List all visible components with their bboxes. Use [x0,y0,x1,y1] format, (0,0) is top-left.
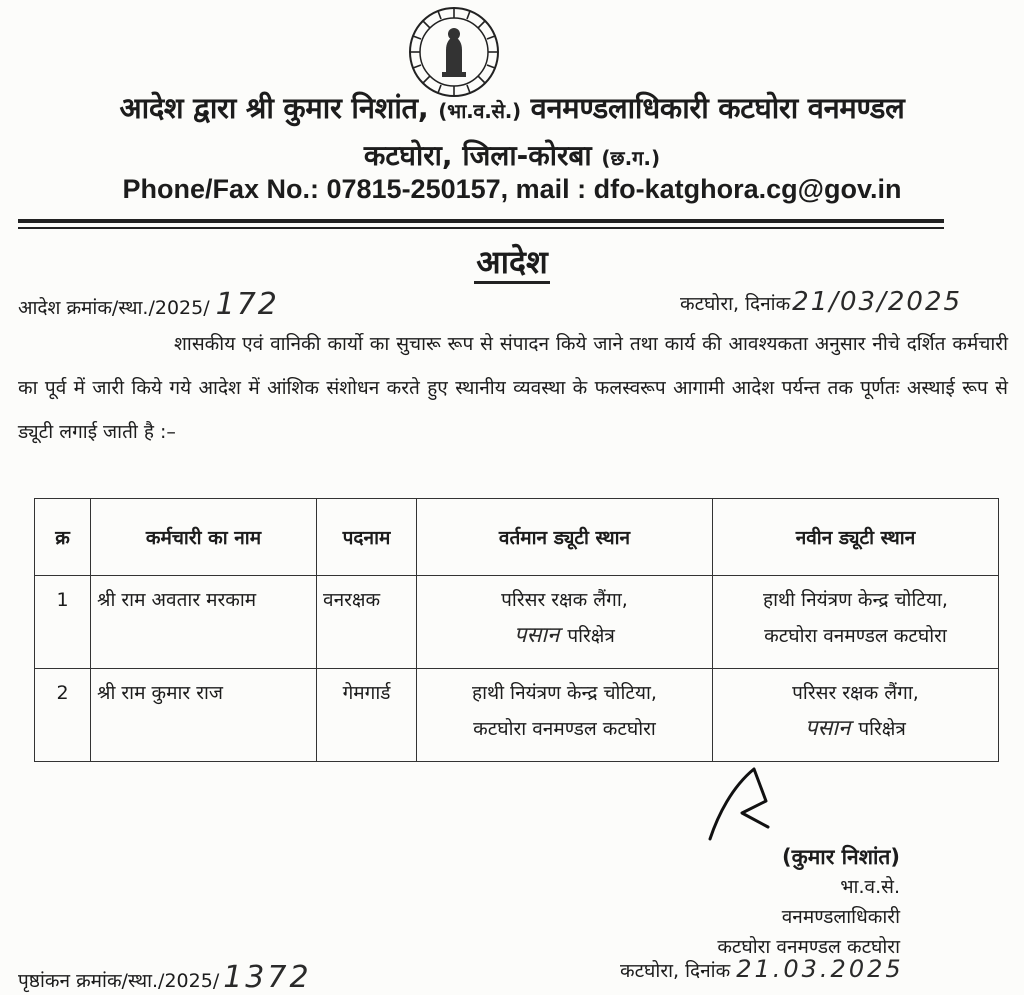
new-duty-line2: कटघोरा वनमण्डल कटघोरा [764,625,947,647]
duty-assignment-table [34,498,999,762]
order-date-handwritten: 21/03/2025 [792,287,963,317]
row-designation: वनरक्षक [317,576,417,669]
order-title-text: आदेश [474,243,549,284]
state-abbrev: (छ.ग.) [601,146,661,170]
new-duty-line1: परिसर रक्षक लैंगा, [792,682,919,704]
header-divider [18,219,944,223]
row-sn: 1 [35,576,91,669]
office-location-line [0,136,1024,174]
current-duty-line1: परिसर रक्षक लैंगा, [501,589,628,611]
row-name: श्री राम कुमार राज [91,669,317,762]
signatory-designation: वनमण्डलाधिकारी [781,906,900,928]
order-number [18,287,279,322]
row-name: श्री राम अवतार मरकाम [91,576,317,669]
signature-place-date [620,955,904,983]
current-duty-line2: कटघोरा वनमण्डल कटघोरा [473,718,656,740]
signature-date-handwritten: 21.03.2025 [736,955,904,983]
issuing-authority-line [0,88,1024,127]
table-header-row [35,499,999,576]
office-location: कटघोरा, जिला-कोरबा [363,139,592,172]
signature-place-label: कटघोरा, दिनांक [620,960,731,982]
signature-block [640,842,900,962]
handwritten-signature [670,765,800,845]
signatory-name: (कुमार निशांत) [781,845,900,869]
current-duty-line1: हाथी नियंत्रण केन्द्र चोटिया, [472,682,657,704]
endorsement-label: पृष्ठांकन क्रमांक/स्था./2025/ [18,970,220,992]
table-row [35,669,999,762]
col-header-current-duty: वर्तमान ड्यूटी स्थान [417,499,713,576]
authority-designation: वनमण्डलाधिकारी कटघोरा वनमण्डल [530,91,905,125]
range-handwritten: पसान [805,716,851,741]
new-duty-line1: हाथी नियंत्रण केन्द्र चोटिया, [763,589,948,611]
col-header-sn: क्र [35,499,91,576]
current-duty-line2: परिक्षेत्र [567,625,615,647]
order-title [0,240,1024,283]
order-number-label: आदेश क्रमांक/स्था./2025/ [18,297,210,319]
col-header-new-duty: नवीन ड्यूटी स्थान [713,499,999,576]
row-designation: गेमगार्ड [317,669,417,762]
col-header-designation: पदनाम [317,499,417,576]
signatory-service: भा.व.से. [840,876,900,898]
row-new-duty [713,576,999,669]
signatory-office: कटघोरा वनमण्डल कटघोरा [717,936,900,958]
order-place-date [680,287,962,317]
header-divider-thin [18,227,944,229]
service-abbrev: (भा.व.से.) [438,99,521,123]
row-current-duty [417,576,713,669]
place-date-label: कटघोरा, दिनांक [680,293,791,315]
table-row [35,576,999,669]
row-new-duty [713,669,999,762]
col-header-name: कर्मचारी का नाम [91,499,317,576]
authority-name: आदेश द्वारा श्री कुमार निशांत, [119,91,429,125]
row-sn: 2 [35,669,91,762]
government-emblem-seal [408,6,500,98]
order-body-paragraph: शासकीय एवं वानिकी कार्यो का सुचारू रूप से संपादन किये जाने तथा कार्य की आवश्यकता अनुसार नीचे दर्शित कर्मचारी का पूर्व में जारी किये गये आदेश में आंशिक संशोधन करते हुए स्थानीय व्यवस्था के फलस्वरूप आगामी आदेश पर्यन्त तक पूर्णतः अस्थाई रूप से ड्यूटी लगाई जाती है :– [18,333,1008,443]
contact-line: Phone/Fax No.: 07815-250157, mail : dfo-katghora.cg@gov.in [122,174,902,204]
new-duty-line2: परिक्षेत्र [858,718,906,740]
range-handwritten: पसान [514,623,560,648]
row-current-duty [417,669,713,762]
order-number-handwritten: 172 [215,287,279,322]
endorsement-number-handwritten: 1372 [223,960,312,995]
